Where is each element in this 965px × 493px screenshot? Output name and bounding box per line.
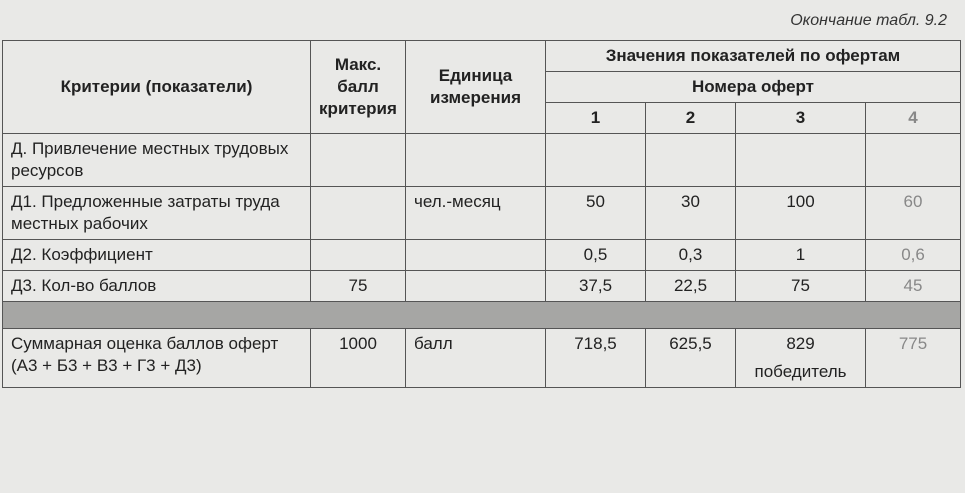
- row-value-2: 30: [646, 187, 736, 240]
- header-offer-3: 3: [736, 103, 866, 134]
- total-value-2: 625,5: [646, 329, 736, 388]
- table-row: [3, 240, 961, 271]
- row-max: [311, 187, 406, 240]
- row-criterion: Д3. Кол-во баллов: [3, 271, 311, 302]
- total-value-3: 829: [786, 334, 815, 353]
- row-value-3: 100: [736, 187, 866, 240]
- header-offer-2: 2: [646, 103, 736, 134]
- header-unit: Единица измерения: [406, 41, 546, 134]
- row-criterion: Д1. Предложенные затраты труда местных рабочих: [3, 187, 311, 240]
- table-row: [3, 187, 961, 240]
- header-values-group: Значения показателей по офертам: [546, 41, 961, 72]
- total-value-4: 775: [866, 329, 961, 388]
- table-row: [3, 271, 961, 302]
- row-value-1: 0,5: [546, 240, 646, 271]
- row-value-3: 75: [736, 271, 866, 302]
- row-criterion: Д2. Коэффициент: [3, 240, 311, 271]
- winner-label: победитель: [754, 362, 847, 381]
- total-unit: балл: [406, 329, 546, 388]
- row-unit: чел.-месяц: [406, 187, 546, 240]
- row-max: 75: [311, 271, 406, 302]
- row-value-2: [646, 134, 736, 187]
- row-value-3: [736, 134, 866, 187]
- row-value-1: [546, 134, 646, 187]
- row-criterion: Д. Привлечение местных трудовых ресурсов: [3, 134, 311, 187]
- row-value-4: 60: [866, 187, 961, 240]
- row-value-4: 45: [866, 271, 961, 302]
- total-criterion: Суммарная оценка баллов оферт (А3 + Б3 + В3 + Г3 + Д3): [3, 329, 311, 388]
- row-unit: [406, 134, 546, 187]
- header-offer-1: 1: [546, 103, 646, 134]
- row-value-4: [866, 134, 961, 187]
- header-offer-numbers: Номера оферт: [546, 72, 961, 103]
- header-offer-4: 4: [866, 103, 961, 134]
- table-caption: Окончание табл. 9.2: [790, 12, 947, 29]
- total-value-3-cell: [736, 329, 866, 388]
- evaluation-table: [2, 40, 961, 388]
- table-row: [3, 134, 961, 187]
- total-row: [3, 329, 961, 388]
- shaded-separator: [3, 302, 961, 329]
- total-max: 1000: [311, 329, 406, 388]
- row-value-2: 22,5: [646, 271, 736, 302]
- row-unit: [406, 271, 546, 302]
- row-max: [311, 240, 406, 271]
- row-unit: [406, 240, 546, 271]
- row-value-1: 37,5: [546, 271, 646, 302]
- header-criteria: Критерии (показатели): [3, 41, 311, 134]
- row-value-4: 0,6: [866, 240, 961, 271]
- row-value-3: 1: [736, 240, 866, 271]
- header-max-score: Макс. балл критерия: [311, 41, 406, 134]
- header-row-1: [3, 41, 961, 72]
- row-value-1: 50: [546, 187, 646, 240]
- row-max: [311, 134, 406, 187]
- row-value-2: 0,3: [646, 240, 736, 271]
- total-value-1: 718,5: [546, 329, 646, 388]
- shaded-separator-row: [3, 302, 961, 329]
